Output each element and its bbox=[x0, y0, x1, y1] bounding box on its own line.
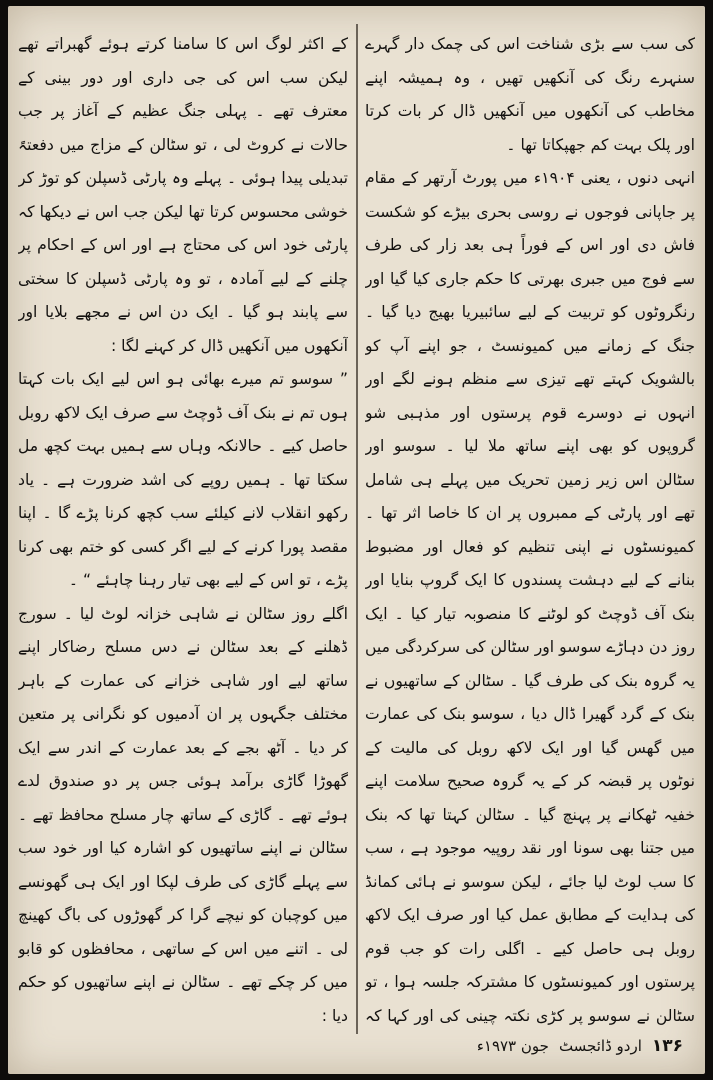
publication-name: اردو ڈائجسٹ bbox=[558, 1037, 642, 1055]
magazine-page bbox=[8, 6, 705, 1074]
paragraph: ” سوسو تم میرے بھائی ہو اس لیے ایک بات کہتا ہوں تم نے بنک آف ڈوچٹ سے صرف ایک لاکھ روبل حاصل کیے ۔ حالانکہ وہاں سے ہمیں بہت کچھ مل سکتا تھا ۔ ہمیں روپے کی اشد ضرورت ہے ۔ یاد رکھو انقلاب لانے کیلئے سب کچھ کرنا پڑے گا ۔ اپنا مقصد پورا کرنے کے لیے اگر کسی کو ختم بھی کرنا پڑے ، تو اس کے لیے بھی تیار رہنا چاہئے “ ۔ bbox=[18, 370, 348, 589]
paragraph: کے اکثر لوگ اس کا سامنا کرتے ہوئے گھبراتے تھے لیکن سب اس کی جی داری اور دور بینی کے معترف تھے ۔ پہلی جنگ عظیم کے آغاز پر جب حالات نے کروٹ لی ، تو سٹالن کے مزاج میں دفعتہً تبدیلی پیدا ہوئی ۔ پہلے وہ پارٹی ڈسپلن کو توڑ کر خوشی محسوس کرتا تھا لیکن جب اس نے دیکھا کہ پارٹی خود اس کی محتاج ہے اور اس کے احکام پر چلنے کے لیے آمادہ ، تو وہ پارٹی ڈسپلن کا سختی سے پابند ہو گیا ۔ ایک دن اس نے مجھے بلایا اور آنکھوں میں آنکھیں ڈال کر کہنے لگا : bbox=[18, 35, 348, 355]
paragraph: کی سب سے بڑی شناخت اس کی چمک دار گہرے سنہرے رنگ کی آنکھیں تھیں ، وہ ہمیشہ اپنے مخاطب کی آنکھوں میں آنکھیں ڈال کر بات کرتا اور پلک بہت کم جھپکاتا تھا ۔ bbox=[365, 35, 695, 154]
paragraph: انہی دنوں ، یعنی ۱۹۰۴ء میں پورٹ آرتھر کے مقام پر جاپانی فوجوں نے روسی بحری بیڑے کو شکست فاش دی اور اس کے فوراً ہی بعد زار کی طرف سے فوج میں جبری بھرتی کا حکم جاری کیا گیا اور رنگروٹوں کو تربیت کے لیے سائبیریا بھیج دیا گیا ۔ جنگ کے زمانے میں کمیونسٹ ، جو اپنے آپ کو بالشویک کہتے تھے تیزی سے منظم ہونے لگے اور انہوں نے دوسرے قوم پرستوں اور مذہبی شو گروپوں کو بھی اپنے ساتھ ملا لیا ۔ سوسو اور سٹالن اس زیر زمین تحریک میں پہلے ہی شامل تھے اور پارٹی کے ممبروں پر ان کا خاصا اثر تھا ۔ کمیونسٹوں نے اپنی تنظیم کو فعال اور مضبوط بنانے کے لیے دہشت پسندوں کا ایک گروپ بنایا اور بنک آف ڈوچٹ کو لوٹنے کا منصوبہ تیار کیا ۔ ایک روز دن دہاڑے سوسو اور سٹالن کی سرکردگی میں یہ گروہ بنک کی طرف گیا ۔ سٹالن کے ساتھیوں نے بنک کے گرد گھیرا ڈال دیا ، سوسو بنک کی عمارت میں گھس گیا اور ایک لاکھ روبل کی مالیت کے نوٹوں پر قبضہ کر کے یہ گروہ صحیح سلامت اپنے خفیہ ٹھکانے پر پہنچ گیا ۔ سٹالن کہتا تھا کہ بنک میں جتنا بھی سونا اور نقد روپیہ موجود ہے ، سب کا سب لوٹ لیا جائے ، لیکن سوسو نے ہائی کمانڈ کی ہدایت کے مطابق عمل کیا اور صرف ایک لاکھ روبل ہی حاصل کیے ۔ اگلی رات کو جب قوم پرستوں اور کمیونسٹوں کا مشترکہ جلسہ ہوا ، تو سٹالن نے سوسو پر کڑی نکتہ چینی کی اور کہا کہ bbox=[365, 169, 695, 1025]
issue-date: جون ۱۹۷۳ء bbox=[476, 1037, 549, 1055]
left-column bbox=[18, 28, 348, 1028]
column-divider bbox=[356, 24, 358, 1034]
paragraph: اگلے روز سٹالن نے شاہی خزانہ لوٹ لیا ۔ سورج ڈھلنے کے بعد سٹالن نے دس مسلح رضاکار اپنے ساتھ لیے اور شاہی خزانے کی عمارت کے باہر مختلف جگہوں پر ان آدمیوں کو نگرانی پر متعین کر دیا ۔ آٹھ بجے کے بعد عمارت کے اندر سے ایک گھوڑا گاڑی برآمد ہوئی جس پر دو صندوق لدے ہوئے تھے ۔ گاڑی کے ساتھ چار مسلح محافظ تھے ۔ سٹالن نے اپنے ساتھیوں کو اشارہ کیا اور خود سب سے پہلے گاڑی کی طرف لپکا اور ایک ہی گھونسے میں کوچبان کو نیچے گرا کر گھوڑوں کی باگ کھینچ لی ۔ اتنے میں اس کے ساتھی ، محافظوں کو قابو میں کر چکے تھے ۔ سٹالن نے اپنے ساتھیوں کو حکم دیا : bbox=[18, 604, 348, 1025]
right-column bbox=[365, 28, 695, 1038]
page-footer bbox=[477, 1036, 683, 1056]
page-number: ۱۳۶ bbox=[651, 1036, 683, 1056]
